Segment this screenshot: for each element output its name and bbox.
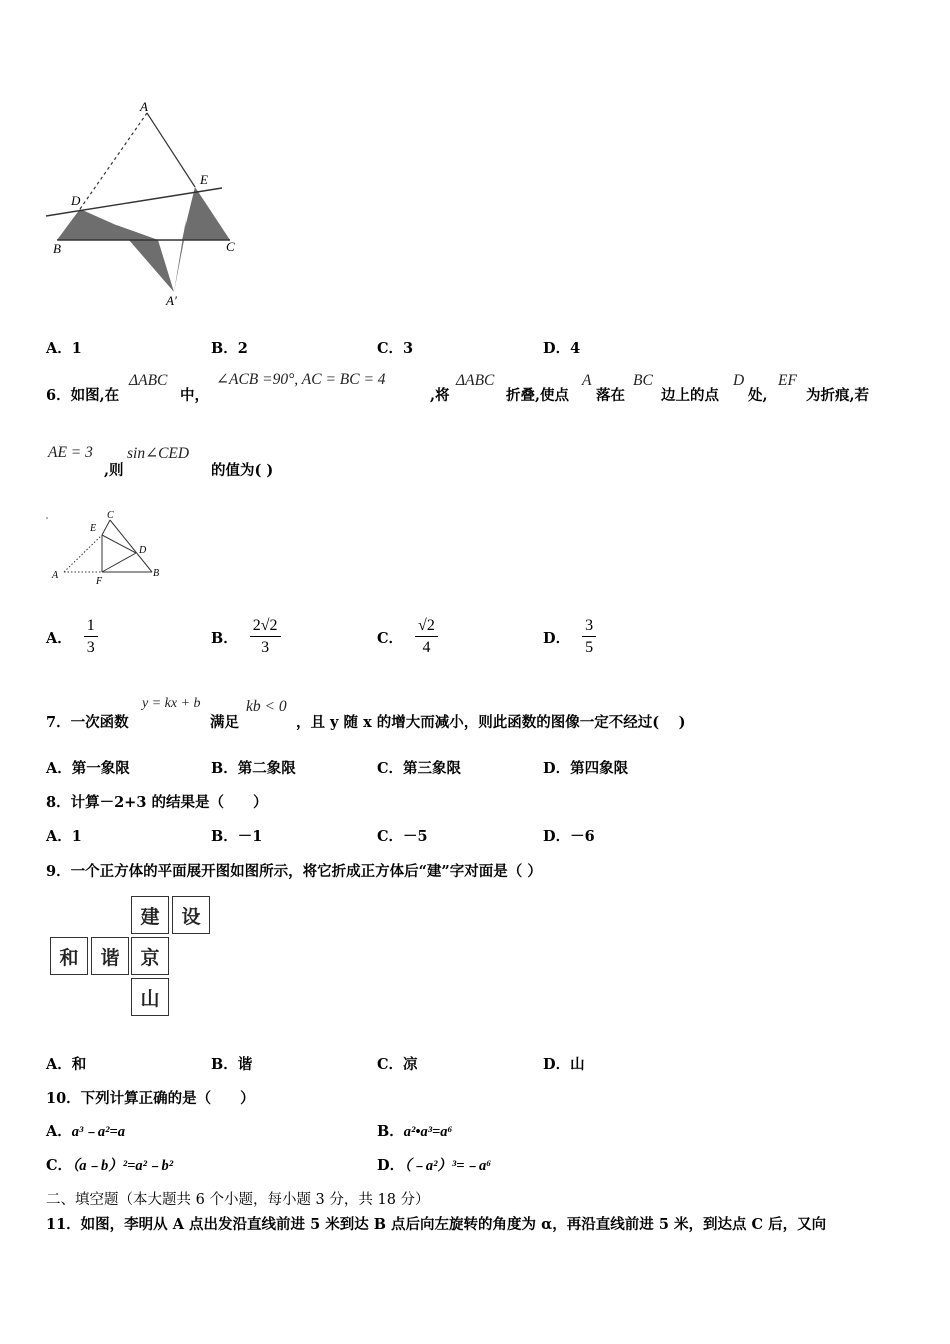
section-heading: 二、填空题（本大题共 6 个小题，每小题 3 分，共 18 分） bbox=[46, 1192, 430, 1208]
q6-option-c[interactable]: C． $\frac{√2}{4}$ bbox=[377, 616, 438, 659]
line-AE bbox=[147, 113, 195, 187]
line-ED bbox=[102, 535, 136, 553]
label-D: D bbox=[71, 193, 81, 208]
label-C: C bbox=[107, 510, 114, 521]
q7-option-c[interactable]: C．第三象限 bbox=[377, 760, 462, 777]
net-cell-xie: 谐 bbox=[91, 937, 129, 975]
q7-option-b[interactable]: B．第二象限 bbox=[211, 760, 296, 777]
q6-math-bc: BC bbox=[633, 372, 653, 389]
cube-net bbox=[50, 896, 220, 1026]
q9-option-a[interactable]: A．和 bbox=[46, 1056, 87, 1073]
q7-math-cond: kb < 0 bbox=[246, 698, 287, 715]
dotted-AE bbox=[64, 535, 102, 572]
q9-option-c[interactable]: C．凉 bbox=[377, 1056, 418, 1073]
q6-text-4: 折叠,使点 bbox=[506, 387, 570, 404]
q6-math-d: D bbox=[733, 372, 745, 389]
q9-option-d[interactable]: D．山 bbox=[543, 1056, 585, 1073]
q6-option-a[interactable]: A． $\frac{1}{3}$ bbox=[46, 616, 98, 659]
q5-option-d[interactable]: D．4 bbox=[543, 340, 581, 357]
q8-option-c[interactable]: C．－5 bbox=[377, 828, 428, 845]
q6-math-ef: EF bbox=[778, 372, 797, 389]
shaded-mid-triangle bbox=[174, 219, 186, 292]
q8-option-a[interactable]: A．1 bbox=[46, 828, 82, 845]
q7-text-1: 7．一次函数 bbox=[46, 714, 129, 731]
q6-text-1: 6．如图,在 bbox=[46, 387, 120, 404]
q6-text-3: ,将 bbox=[430, 387, 450, 404]
label-E: E bbox=[200, 172, 208, 187]
q6-math-triangle: ΔABC bbox=[129, 372, 168, 389]
q6-text-7: 处, bbox=[748, 387, 768, 404]
q6-math-ae: AE = 3 bbox=[48, 444, 93, 461]
label-B: B bbox=[53, 241, 61, 256]
label-B: B bbox=[153, 568, 160, 579]
q7-option-a[interactable]: A．第一象限 bbox=[46, 760, 130, 777]
dashed-line-AD bbox=[80, 113, 147, 209]
q6-math-a: A bbox=[582, 372, 592, 389]
q7-option-d[interactable]: D．第四象限 bbox=[543, 760, 629, 777]
q6-math-angle: ∠ACB =90°, AC = BC = 4 bbox=[216, 371, 386, 388]
q10-option-c[interactable]: C．（a﹣b）²=a²﹣b² bbox=[46, 1157, 174, 1174]
net-cell-she: 设 bbox=[172, 896, 210, 934]
q6-option-b[interactable]: B． $\frac{2√2}{3}$ bbox=[211, 616, 281, 659]
q10-question: 10．下列计算正确的是（ ） bbox=[46, 1090, 255, 1107]
label-E: E bbox=[90, 523, 97, 534]
q6-option-d[interactable]: D． $\frac{3}{5}$ bbox=[543, 616, 596, 659]
q5-option-a[interactable]: A．1 bbox=[46, 340, 82, 357]
figure-q5-triangle bbox=[40, 95, 250, 310]
line-FD bbox=[102, 553, 136, 572]
q10-option-b[interactable]: B．a²•a³=a⁶ bbox=[377, 1123, 453, 1140]
q9-question: 9．一个正方体的平面展开图如图所示，将它折成正方体后“建”字对面是（ ） bbox=[46, 863, 542, 880]
q6-text-9: ,则 bbox=[104, 462, 124, 479]
shaded-right-triangle bbox=[182, 187, 230, 240]
q10-option-d[interactable]: D．（﹣a²）³=﹣a⁶ bbox=[377, 1157, 492, 1174]
q6-text-8: 为折痕,若 bbox=[806, 387, 870, 404]
q11-question: 11．如图，李明从 A 点出发沿直线前进 5 米到达 B 点后向左旋转的角度为 α，再沿直线前进 5 米，到达点 C 后，又向 bbox=[46, 1216, 827, 1233]
q6-math-triangle2: ΔABC bbox=[456, 372, 495, 389]
q8-question: 8．计算－2+3 的结果是（ ） bbox=[46, 794, 268, 811]
label-D: D bbox=[139, 545, 147, 556]
line-EC bbox=[102, 520, 110, 535]
label-A: A bbox=[140, 99, 148, 114]
net-cell-jing: 京 bbox=[131, 937, 169, 975]
q5-option-c[interactable]: C．3 bbox=[377, 340, 414, 357]
label-F: F bbox=[96, 576, 103, 587]
q7-math-func: y = kx + b bbox=[142, 696, 201, 711]
q6-text-2: 中， bbox=[180, 387, 209, 404]
q7-text-3: ，且 y 随 x 的增大而减小，则此函数的图像一定不经过( ) bbox=[296, 714, 686, 731]
q8-option-d[interactable]: D．－6 bbox=[543, 828, 595, 845]
q6-text-6: 边上的点 bbox=[661, 387, 719, 404]
q5-option-b[interactable]: B．2 bbox=[211, 340, 248, 357]
q6-text-10: 的值为( ) bbox=[211, 462, 274, 479]
q8-option-b[interactable]: B．－1 bbox=[211, 828, 263, 845]
q7-text-2: 满足 bbox=[210, 714, 239, 731]
q6-math-sin: sin∠CED bbox=[127, 445, 190, 462]
label-C: C bbox=[226, 239, 235, 254]
net-cell-he: 和 bbox=[50, 937, 88, 975]
q9-option-b[interactable]: B．谐 bbox=[211, 1056, 253, 1073]
q6-text-5: 落在 bbox=[596, 387, 625, 404]
net-cell-jian: 建 bbox=[131, 896, 169, 934]
q10-option-a[interactable]: A．a³﹣a²=a bbox=[46, 1123, 125, 1140]
label-A: A bbox=[52, 570, 59, 581]
figure-q6-triangle bbox=[44, 508, 174, 588]
net-cell-shan: 山 bbox=[131, 978, 169, 1016]
label-A-prime: A′ bbox=[166, 293, 177, 308]
